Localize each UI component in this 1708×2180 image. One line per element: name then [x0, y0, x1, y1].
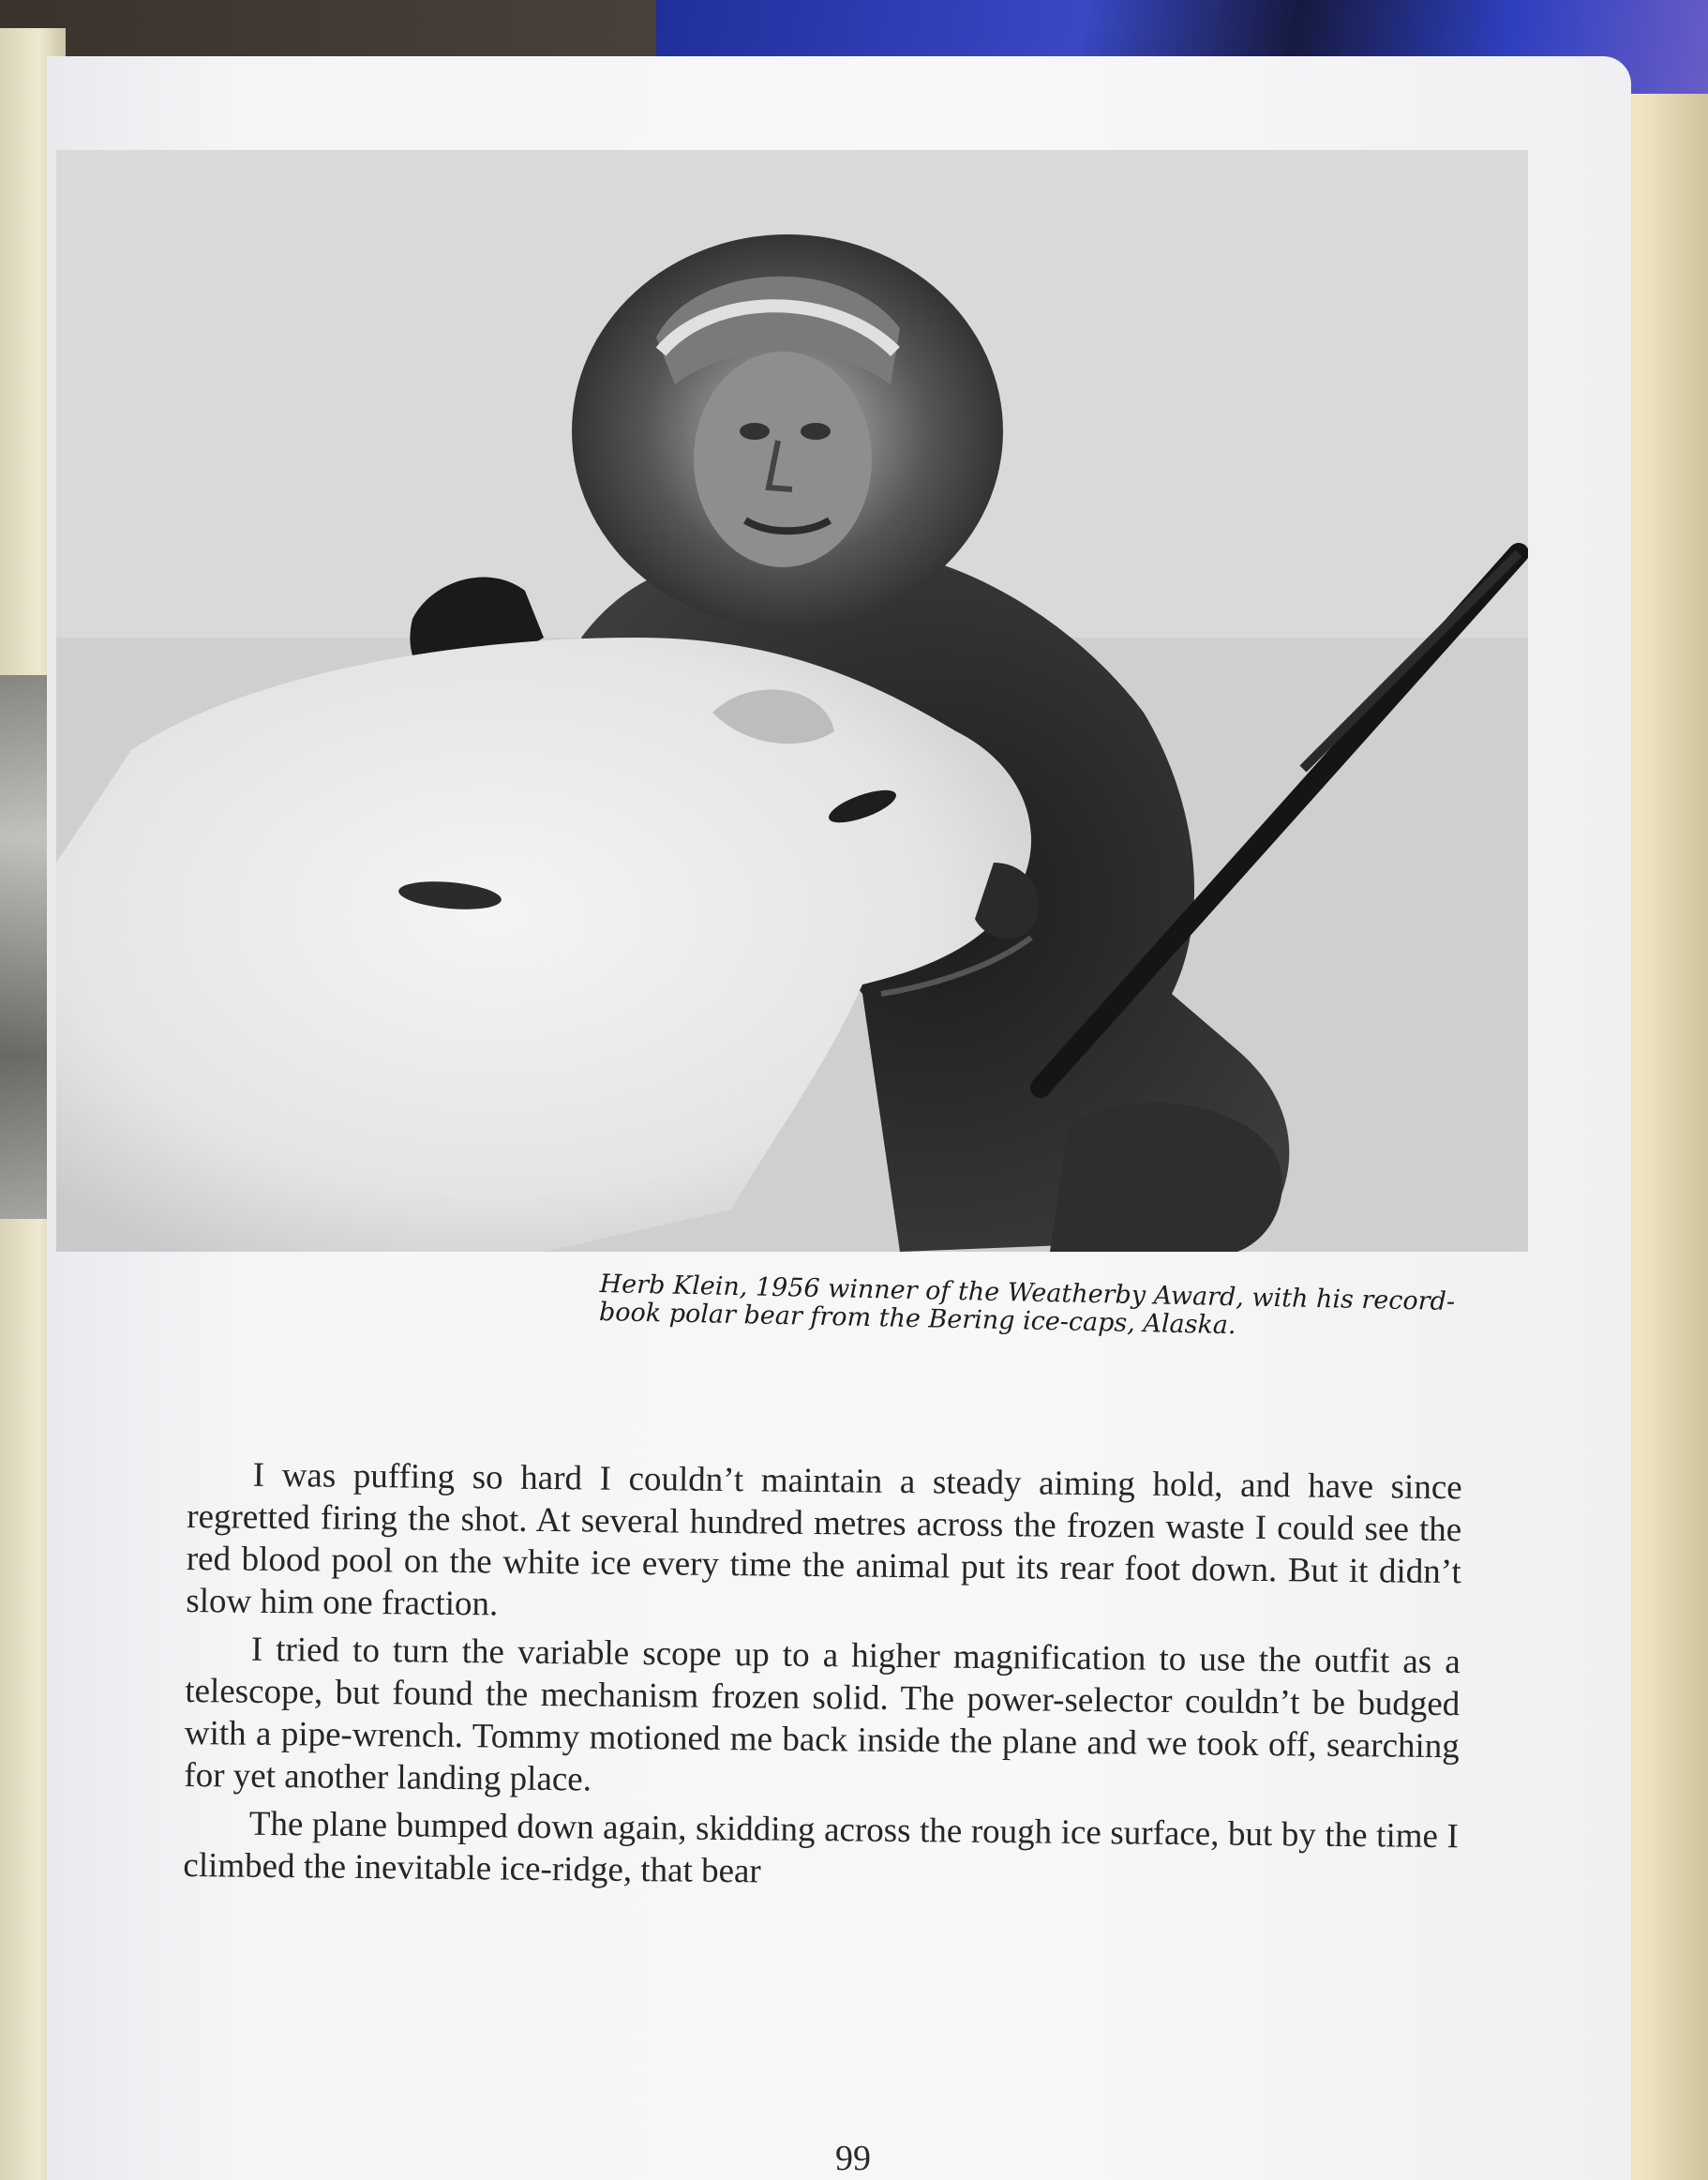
- photograph-drawing: [56, 150, 1528, 1252]
- paragraph: I tried to turn the variable scope up to a higher magnification to use the outfit as a telescope, but found the mechanism frozen solid. The power-selector couldn’t be budged with a pipe-wrench. Tommy motioned me back inside the plane and we took off, searching for yet another landing place.: [184, 1630, 1461, 1799]
- body-text: [183, 1453, 1462, 1905]
- photo-caption: Herb Klein, 1956 winner of the Weatherby Award, with his record-book polar bear from the Bering ice-caps, Alaska.: [598, 1270, 1456, 1341]
- page-number: 99: [835, 2139, 871, 2178]
- paragraph: The plane bumped down again, skidding across the rough ice surface, but by the time I climbed the inevitable ice-ridge, that bear: [183, 1804, 1460, 1891]
- paragraph: I was puffing so hard I couldn’t maintain a steady aiming hold, and have since regretted firing the shot. At several hundred metres across the frozen waste I could see the red blood pool on the white ice every time the animal put its rear foot down. But it didn’t slow him one fraction.: [186, 1455, 1462, 1624]
- book-page: [47, 56, 1631, 2180]
- hunter-polar-bear-photograph: [56, 150, 1528, 1252]
